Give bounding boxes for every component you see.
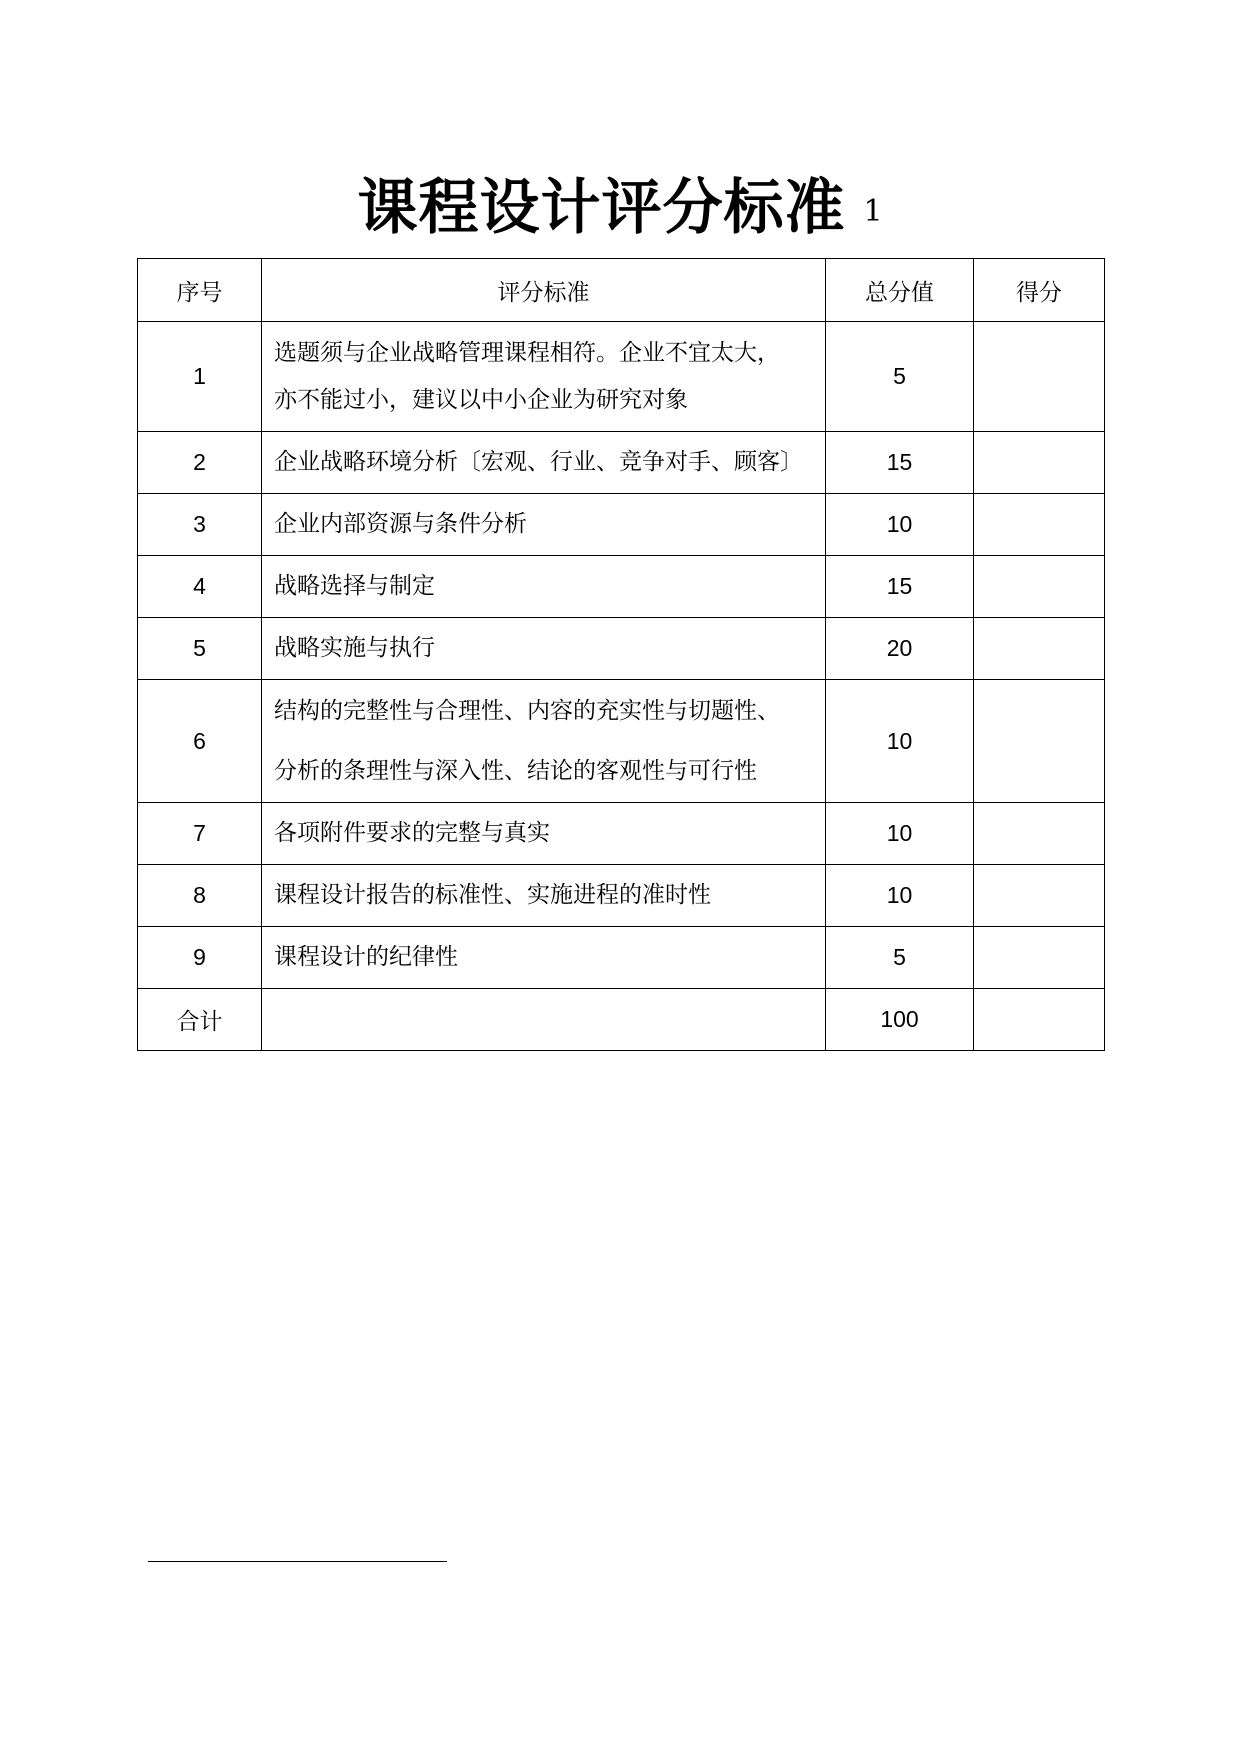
row-number: 9 bbox=[138, 927, 262, 989]
row-total: 5 bbox=[826, 322, 974, 432]
total-row-label: 合计 bbox=[138, 989, 262, 1051]
row-score[interactable] bbox=[974, 927, 1105, 989]
row-number: 3 bbox=[138, 494, 262, 556]
row-total: 10 bbox=[826, 803, 974, 865]
footnote-separator bbox=[148, 1561, 447, 1562]
total-row-score[interactable] bbox=[974, 989, 1105, 1051]
row-number: 8 bbox=[138, 865, 262, 927]
criteria-line: 战略选择与制定 bbox=[274, 573, 435, 599]
row-score[interactable] bbox=[974, 865, 1105, 927]
row-score[interactable] bbox=[974, 680, 1105, 803]
row-criteria bbox=[262, 865, 826, 927]
criteria-line: 企业战略环境分析〔宏观、行业、竞争对手、顾客〕 bbox=[274, 449, 803, 475]
table-row bbox=[138, 803, 1105, 865]
table-row bbox=[138, 322, 1105, 432]
title-footnote-mark: 1 bbox=[863, 194, 884, 229]
row-number: 7 bbox=[138, 803, 262, 865]
total-row-sum: 100 bbox=[826, 989, 974, 1051]
row-number: 2 bbox=[138, 432, 262, 494]
row-score[interactable] bbox=[974, 556, 1105, 618]
row-total: 15 bbox=[826, 556, 974, 618]
header-score: 得分 bbox=[974, 259, 1105, 322]
criteria-line: 结构的完整性与合理性、内容的充实性与切题性、 bbox=[274, 698, 780, 724]
row-number: 6 bbox=[138, 680, 262, 803]
header-total: 总分值 bbox=[826, 259, 974, 322]
row-total: 20 bbox=[826, 618, 974, 680]
page-title bbox=[0, 168, 1241, 248]
table-total-row bbox=[138, 989, 1105, 1051]
criteria-line: 各项附件要求的完整与真实 bbox=[274, 820, 550, 846]
table-row bbox=[138, 556, 1105, 618]
title-text: 课程设计评分标准 bbox=[357, 173, 846, 243]
row-number: 4 bbox=[138, 556, 262, 618]
criteria-line: 亦不能过小，建议以中小企业为研究对象 bbox=[274, 386, 688, 413]
header-number: 序号 bbox=[138, 259, 262, 322]
criteria-line: 选题须与企业战略管理课程相符。企业不宜太大， bbox=[274, 339, 780, 366]
row-number: 5 bbox=[138, 618, 262, 680]
row-total: 10 bbox=[826, 680, 974, 803]
row-criteria bbox=[262, 432, 826, 494]
table-row bbox=[138, 865, 1105, 927]
table-header-row bbox=[138, 259, 1105, 322]
row-total: 15 bbox=[826, 432, 974, 494]
row-score[interactable] bbox=[974, 803, 1105, 865]
row-total: 10 bbox=[826, 494, 974, 556]
row-total: 5 bbox=[826, 927, 974, 989]
criteria-line: 课程设计报告的标准性、实施进程的准时性 bbox=[274, 882, 711, 908]
table-row bbox=[138, 927, 1105, 989]
row-criteria bbox=[262, 556, 826, 618]
row-criteria bbox=[262, 803, 826, 865]
table-row bbox=[138, 618, 1105, 680]
row-score[interactable] bbox=[974, 432, 1105, 494]
grading-table bbox=[137, 258, 1105, 1051]
row-criteria bbox=[262, 927, 826, 989]
table-row bbox=[138, 494, 1105, 556]
row-criteria bbox=[262, 494, 826, 556]
criteria-line: 分析的条理性与深入性、结论的客观性与可行性 bbox=[274, 758, 757, 784]
criteria-line: 战略实施与执行 bbox=[274, 635, 435, 661]
row-total: 10 bbox=[826, 865, 974, 927]
row-criteria bbox=[262, 680, 826, 803]
row-number: 1 bbox=[138, 322, 262, 432]
row-criteria bbox=[262, 618, 826, 680]
criteria-line: 课程设计的纪律性 bbox=[274, 944, 458, 970]
table-row bbox=[138, 680, 1105, 803]
criteria-line: 企业内部资源与条件分析 bbox=[274, 511, 527, 537]
table-row bbox=[138, 432, 1105, 494]
total-row-criteria bbox=[262, 989, 826, 1051]
header-criteria: 评分标准 bbox=[262, 259, 826, 322]
row-score[interactable] bbox=[974, 322, 1105, 432]
row-score[interactable] bbox=[974, 494, 1105, 556]
row-score[interactable] bbox=[974, 618, 1105, 680]
row-criteria bbox=[262, 322, 826, 432]
